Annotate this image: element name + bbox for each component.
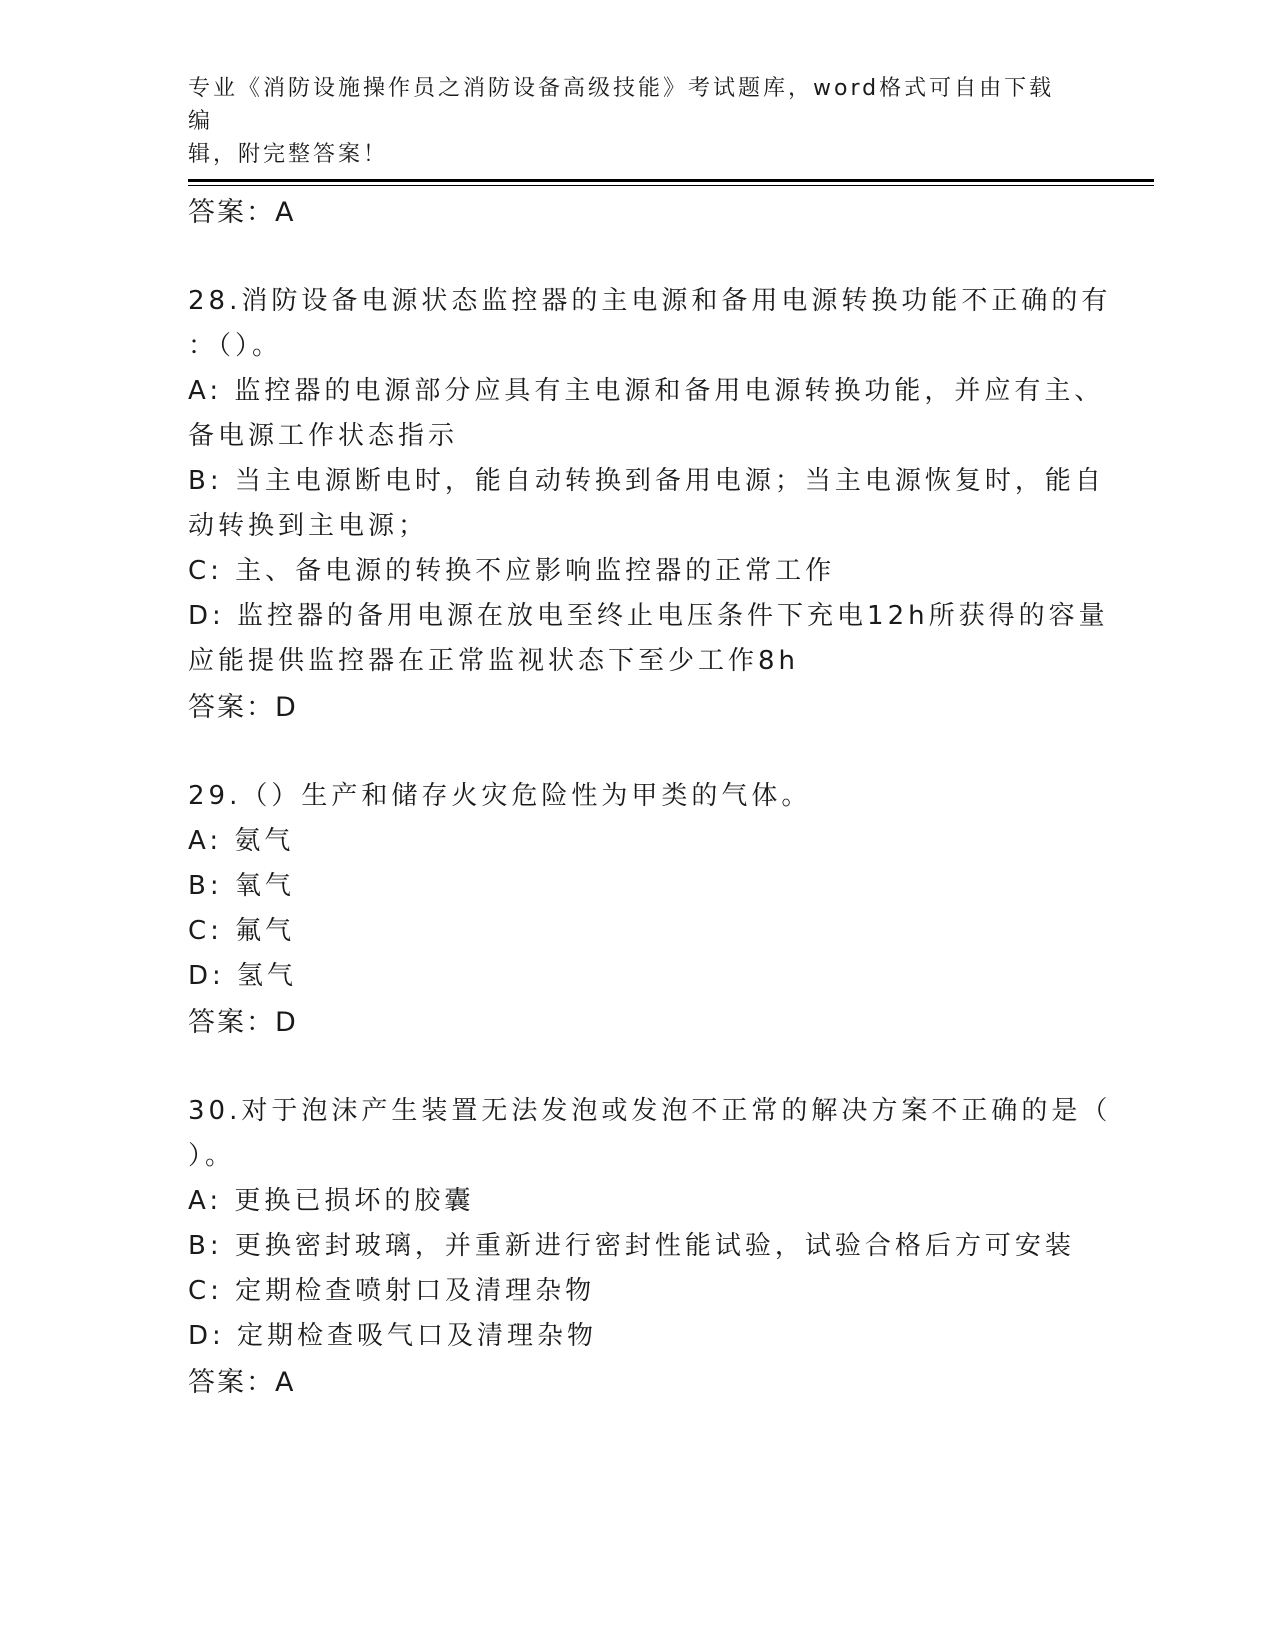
option-c: C: 氟气 [188,916,296,946]
option-b-continued: 动转换到主电源； [188,511,429,541]
option-b: B: 当主电源断电时，能自动转换到备用电源；当主电源恢复时，能自 [188,466,1105,496]
header-line-1: 专业《消防设施操作员之消防设备高级技能》考试题库，word格式可自由下载编 [188,76,1055,134]
option-d: D: 监控器的备用电源在放电至终止电压条件下充电12h所获得的容量 [188,601,1109,631]
option-a-continued: 备电源工作状态指示 [188,421,459,451]
answer-label: 答案：D [188,692,298,723]
option-a: A: 更换已损坏的胶囊 [188,1186,475,1216]
option-a: A: 氨气 [188,826,295,856]
previous-answer: 答案：A [188,197,296,228]
option-d: D: 氢气 [188,961,298,991]
question-stem-line: ）。 [188,1141,236,1171]
header-line-2: 辑，附完整答案！ [188,142,389,167]
question-stem-line: ：（）。 [188,331,283,361]
option-d-continued: 应能提供监控器在正常监视状态下至少工作8h [188,646,800,676]
answer-label: 答案：D [188,1007,298,1038]
option-a: A: 监控器的电源部分应具有主电源和备用电源转换功能，并应有主、 [188,376,1105,406]
document-header [188,72,1068,171]
option-d: D: 定期检查吸气口及清理杂物 [188,1321,598,1351]
option-b: B: 氧气 [188,871,295,901]
option-c: C: 定期检查喷射口及清理杂物 [188,1276,596,1306]
option-b: B: 更换密封玻璃，并重新进行密封性能试验，试验合格后方可安装 [188,1231,1075,1261]
option-c: C: 主、备电源的转换不应影响监控器的正常工作 [188,556,836,586]
question-stem-line: 30.对于泡沫产生装置无法发泡或发泡不正常的解决方案不正确的是（ [188,1096,1112,1126]
question-stem-line: 28.消防设备电源状态监控器的主电源和备用电源转换功能不正确的有 [188,286,1112,316]
header-divider-thin [188,185,1154,186]
question-stem-line: 29.（）生产和储存火灾危险性为甲类的气体。 [188,781,812,811]
header-divider-thick [188,179,1154,182]
answer-label: 答案：A [188,1367,296,1398]
